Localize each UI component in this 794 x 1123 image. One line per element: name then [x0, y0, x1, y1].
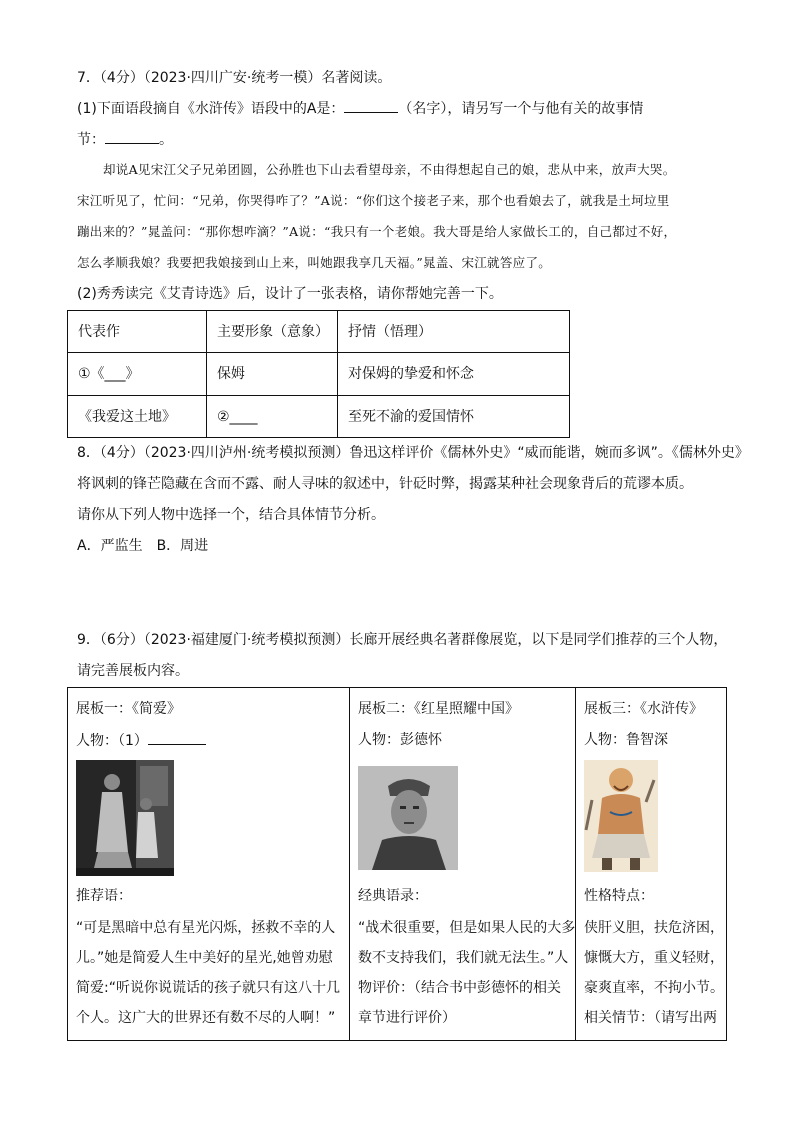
q7-answer-blank-story[interactable] [105, 129, 159, 144]
q7-answer-blank-name[interactable] [344, 98, 398, 113]
board-text-line: 儿。”她是简爱人生中美好的星光,她曾劝慰 [76, 950, 333, 966]
board-person-label: 人物：（1） [76, 733, 148, 749]
table-cell: 对保姆的挚爱和怀念 [338, 353, 570, 396]
q7-title: 7．（4分）（2023·四川广安·统考一模）名著阅读。 [77, 70, 392, 86]
q7-passage-line: 怎么孝顺我娘？我要把我娘接到山上来，叫她跟我享几天福。”晁盖、宋江就答应了。 [77, 255, 552, 270]
board-label: 性格特点： [584, 888, 654, 904]
table-header: 抒情（悟理） [338, 311, 570, 353]
board-label: 推荐语： [76, 888, 132, 904]
q9-exhibit-boards [67, 687, 727, 1041]
q7-part1-prefix: (1)下面语段摘自《水浒传》语段中的A是： [77, 101, 345, 117]
q7-part1-line2-prefix: 节： [77, 132, 105, 148]
board-person [76, 730, 206, 751]
board-text-line: 物评价：（结合书中彭德怀的相关 [358, 980, 561, 996]
board-label: 经典语录： [358, 888, 428, 904]
peng-dehuai-photo [358, 766, 458, 870]
board-text-line: 数不支持我们，我们就无法生。”人 [358, 950, 569, 966]
board-text-line: 豪爽直率，不拘小节。 [584, 980, 724, 996]
q8-line1: 8．（4分）（2023·四川泸州·统考模拟预测）鲁迅这样评价《儒林外史》“威而能谐，婉而多讽”。《儒林外史》 [77, 445, 749, 461]
q8-line2: 将讽刺的锋芒隐藏在含而不露、耐人寻味的叙述中，针砭时弊，揭露某种社会现象背后的荒谬本质。 [77, 476, 693, 492]
table-row [68, 396, 570, 438]
table-header: 主要形象（意象） [207, 311, 338, 353]
board-title: 展板三：《水浒传》 [584, 701, 703, 717]
board-text-line: 章节进行评价） [358, 1010, 456, 1026]
board-text-line: 个人。这广大的世界还有数不尽的人啊！” [76, 1010, 336, 1026]
exhibit-board-red-star [350, 688, 576, 1040]
board-text-line: 简爱:“听说你说谎话的孩子就只有这八十几 [76, 980, 340, 996]
board-text-line: 侠肝义胆，扶危济困， [584, 920, 724, 936]
board-title: 展板二：《红星照耀中国》 [358, 701, 519, 717]
table-cell[interactable]: ②____ [207, 396, 338, 438]
q7-part1-line2 [77, 129, 173, 150]
table-cell: 保姆 [207, 353, 338, 396]
exhibit-board-jane-eyre [68, 688, 350, 1040]
table-cell: 《我爱这土地》 [68, 396, 207, 438]
q7-passage-line: 宋江听见了，忙问：“兄弟，你哭得咋了？”A说：“你们这个接老子来，那个也看娘去了，就我是土坷垃里 [77, 193, 670, 208]
table-header: 代表作 [68, 311, 207, 353]
q7-passage-line: 却说A见宋江父子兄弟团圆，公孙胜也下山去看望母亲，不由得想起自己的娘，悲从中来，放声大哭。 [103, 162, 676, 177]
q9-line1: 9．（6分）（2023·福建厦门·统考模拟预测）长廊开展经典名著群像展览，以下是同学们推荐的三个人物， [77, 632, 728, 648]
q7-part1-line1 [77, 98, 643, 119]
table-header-row [68, 311, 570, 353]
jane-eyre-photo [76, 760, 174, 876]
board-text-line: “战术很重要，但是如果人民的大多 [358, 920, 576, 936]
q9-line2: 请完善展板内容。 [77, 663, 189, 679]
q9-answer-blank-person[interactable] [148, 730, 206, 745]
board-text-line: 慷慨大方，重义轻财， [584, 950, 724, 966]
q7-part1-line2-suffix: 。 [159, 132, 173, 148]
board-text-line: “可是黑暗中总有星光闪烁，拯救不幸的人 [76, 920, 336, 936]
board-person: 人物：鲁智深 [584, 732, 668, 748]
exhibit-board-water-margin [576, 688, 728, 1040]
q7-passage-line: 蹦出来的？”晁盖问：“那你想咋滴？”A说：“我只有一个老娘。我大哥是给人家做长工的，自己都过不好， [77, 224, 677, 239]
q7-part1-suffix: （名字），请另写一个与他有关的故事情 [398, 101, 644, 117]
table-cell[interactable]: ①《___》 [68, 353, 207, 396]
board-person: 人物：彭德怀 [358, 732, 442, 748]
board-text-line: 相关情节：（请写出两 [584, 1010, 717, 1026]
q7-poetry-table [67, 310, 570, 438]
q7-part2: (2)秀秀读完《艾青诗选》后，设计了一张表格，请你帮她完善一下。 [77, 286, 503, 302]
table-cell: 至死不渝的爱国情怀 [338, 396, 570, 438]
q8-line3: 请你从下列人物中选择一个，结合具体情节分析。 [77, 507, 385, 523]
q8-options: A．严监生 B．周进 [77, 538, 209, 554]
board-title: 展板一：《简爱》 [76, 701, 181, 717]
table-row [68, 353, 570, 396]
lu-zhishen-illustration [584, 760, 658, 872]
